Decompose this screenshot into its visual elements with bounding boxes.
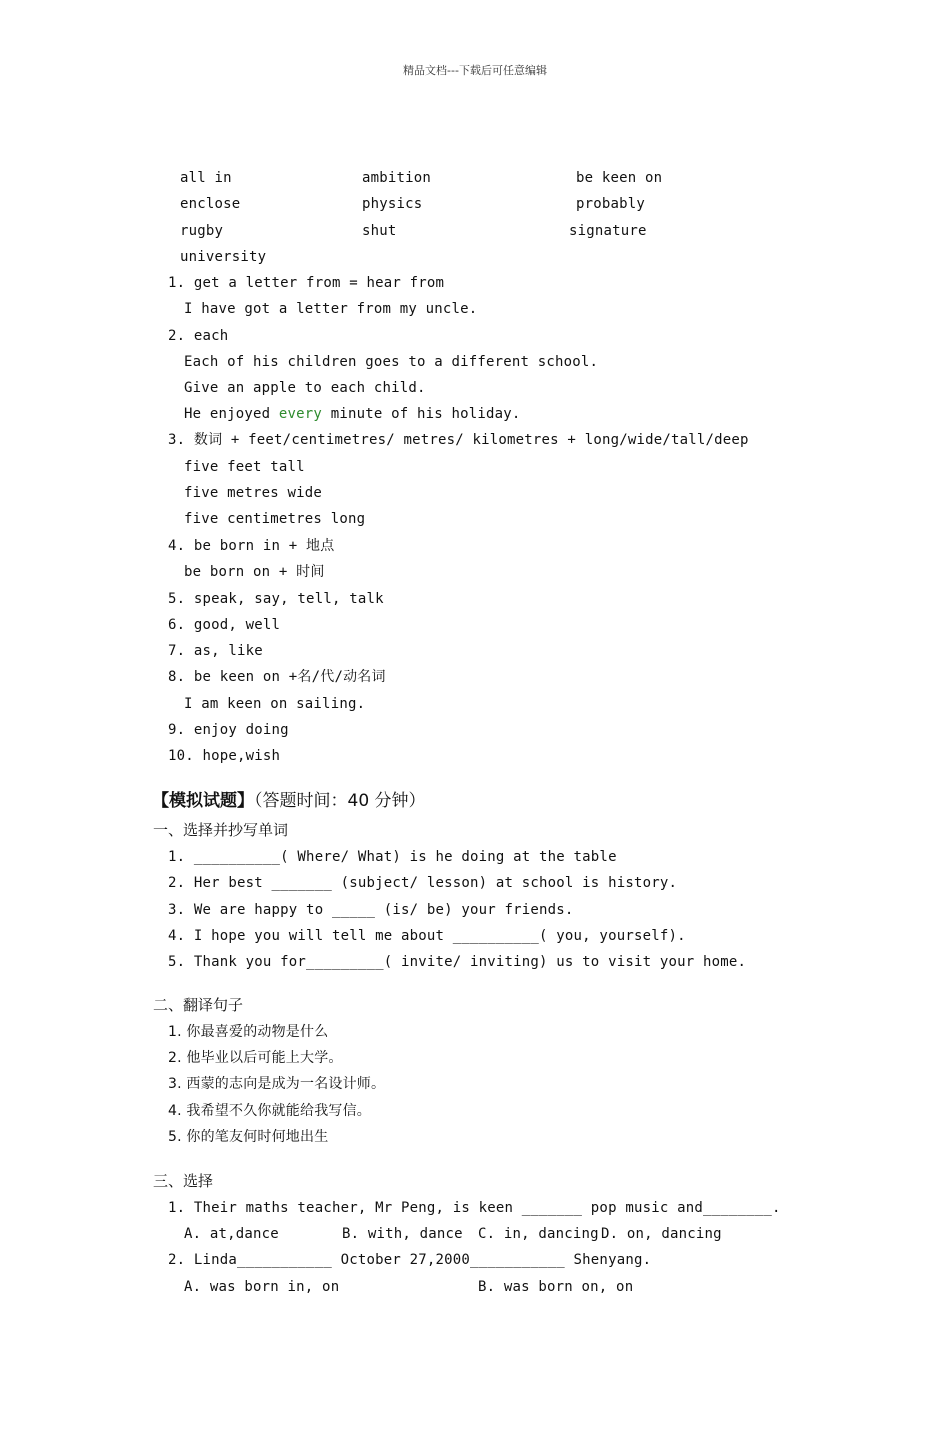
vocab-word: probably bbox=[576, 196, 646, 212]
note-item: 8. be keen on +名/代/动名词 bbox=[168, 669, 386, 685]
note-example bbox=[184, 405, 521, 423]
question-item: 1. 你最喜爱的动物是什么 bbox=[168, 1024, 329, 1040]
option: C. in, dancing bbox=[478, 1226, 599, 1242]
note-text: minute of his holiday. bbox=[322, 406, 521, 422]
vocab-word: shut bbox=[362, 223, 397, 239]
question-item: 1. Their maths teacher, Mr Peng, is keen _______ pop music and________. bbox=[168, 1200, 781, 1216]
note-example: be born on + 时间 bbox=[184, 564, 325, 580]
note-example: Each of his children goes to a different school. bbox=[184, 354, 599, 370]
note-item: 3. 数词 + feet/centimetres/ metres/ kilometres + long/wide/tall/deep bbox=[168, 432, 749, 448]
part2-heading: 二、翻译句子 bbox=[153, 996, 244, 1014]
question-item: 5. 你的笔友何时何地出生 bbox=[168, 1129, 329, 1145]
highlighted-word: every bbox=[278, 406, 323, 422]
vocab-word: physics bbox=[362, 196, 423, 212]
part3-heading: 三、选择 bbox=[153, 1172, 214, 1190]
note-item: 5. speak, say, tell, talk bbox=[168, 591, 384, 607]
note-item: 9. enjoy doing bbox=[168, 722, 289, 738]
section-title-bold: 【模拟试题】 bbox=[152, 791, 254, 811]
vocab-word: ambition bbox=[362, 170, 432, 186]
note-example: I am keen on sailing. bbox=[184, 696, 366, 712]
question-item: 1. __________( Where/ What) is he doing at the table bbox=[168, 849, 617, 865]
page-header: 精品文档---下载后可任意编辑 bbox=[403, 64, 547, 77]
vocab-word: all in bbox=[180, 170, 232, 186]
note-item: 7. as, like bbox=[168, 643, 263, 659]
section-title bbox=[152, 790, 426, 812]
question-item: 5. Thank you for_________( invite/ inviting) us to visit your home. bbox=[168, 954, 747, 970]
vocab-word: university bbox=[180, 249, 267, 265]
question-item: 2. Linda___________ October 27,2000___________ Shenyang. bbox=[168, 1252, 652, 1268]
note-item: 1. get a letter from = hear from bbox=[168, 275, 445, 291]
question-item: 3. We are happy to _____ (is/ be) your friends. bbox=[168, 902, 574, 918]
question-item: 3. 西蒙的志向是成为一名设计师。 bbox=[168, 1076, 386, 1092]
note-item: 2. each bbox=[168, 328, 229, 344]
vocab-word: be keen on bbox=[576, 170, 663, 186]
question-item: 2. 他毕业以后可能上大学。 bbox=[168, 1050, 343, 1066]
section-title-time: （答题时间：40 分钟） bbox=[254, 791, 426, 811]
option: B. with, dance bbox=[342, 1226, 463, 1242]
option: D. on, dancing bbox=[601, 1226, 722, 1242]
note-text: He enjoyed bbox=[184, 406, 279, 422]
option: A. at,dance bbox=[184, 1226, 279, 1242]
note-item: 4. be born in + 地点 bbox=[168, 538, 335, 554]
question-item: 4. 我希望不久你就能给我写信。 bbox=[168, 1103, 372, 1119]
note-item: 6. good, well bbox=[168, 617, 281, 633]
vocab-word: rugby bbox=[180, 223, 224, 239]
note-example: five centimetres long bbox=[184, 511, 366, 527]
question-item: 4. I hope you will tell me about __________( you, yourself). bbox=[168, 928, 686, 944]
note-example: five metres wide bbox=[184, 485, 323, 501]
question-item: 2. Her best _______ (subject/ lesson) at school is history. bbox=[168, 875, 678, 891]
note-example: I have got a letter from my uncle. bbox=[184, 301, 478, 317]
vocab-word: enclose bbox=[180, 196, 241, 212]
part1-heading: 一、选择并抄写单词 bbox=[153, 821, 289, 839]
note-example: five feet tall bbox=[184, 459, 305, 475]
option: B. was born on, on bbox=[478, 1279, 634, 1295]
vocab-word: signature bbox=[569, 223, 647, 239]
note-item: 10. hope,wish bbox=[168, 748, 281, 764]
option: A. was born in, on bbox=[184, 1279, 340, 1295]
note-example: Give an apple to each child. bbox=[184, 380, 426, 396]
